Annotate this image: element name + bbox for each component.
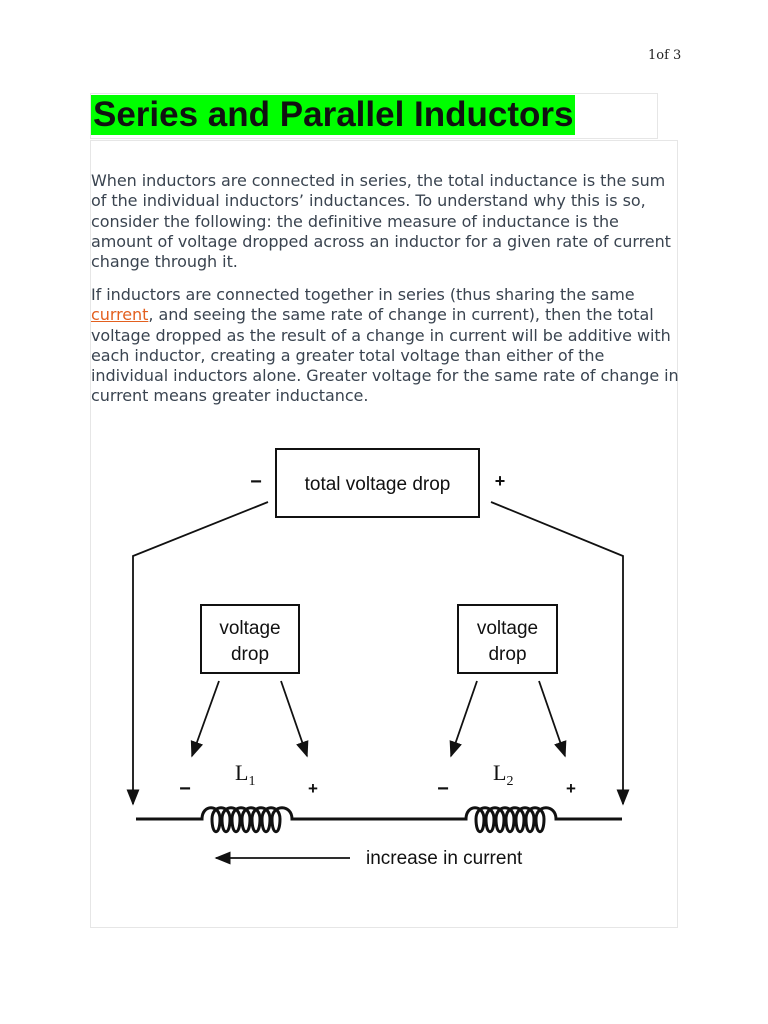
l2-plus-arrow: [539, 681, 565, 756]
l1-plus-sign: +: [308, 779, 318, 798]
l2-label: $L_2$: [493, 760, 514, 789]
total-plus-sign: +: [494, 471, 506, 491]
current-link[interactable]: current: [91, 305, 149, 325]
l1-drop-label-line2: drop: [230, 644, 270, 665]
l2-drop-label-line2: drop: [488, 644, 527, 665]
l2-minus-sign: −: [437, 778, 449, 800]
l2-drop-label-line1: voltage: [476, 618, 539, 639]
paragraph-text-before-link: If inductors are connected together in series (thus sharing the same: [91, 285, 635, 304]
series-circuit-wire: [136, 808, 622, 832]
l1-label: $L_1$: [235, 760, 256, 789]
paragraph-series-intro: When inductors are connected in series, the total inductance is the sum of the individual inductors’ inductances. To understand why this is so, consider the following: the definitive measure of inductance is the amount of voltage dropped across an inductor for a given rate of current change through it.: [91, 171, 671, 272]
l1-minus-arrow: [192, 681, 219, 756]
page-number: 1of 3: [648, 48, 682, 63]
total-voltage-drop-label: total voltage drop: [304, 474, 451, 495]
l2-plus-sign: +: [566, 779, 576, 798]
l1-plus-arrow: [281, 681, 307, 756]
increase-in-current-label: increase in current: [366, 848, 523, 869]
total-minus-sign: −: [250, 471, 262, 493]
paragraph-text-after-link: , and seeing the same rate of change in current), then the total voltage dropped as the result of a change in current will be additive with each inductor, creating a greater total voltage than either of the individual inductors alone. Greater voltage for the same rate of change in current means greater inductance.: [91, 305, 679, 406]
l1-minus-sign: −: [179, 778, 191, 800]
l2-minus-arrow: [451, 681, 477, 756]
l1-drop-label-line1: voltage: [219, 618, 281, 639]
page-title: Series and Parallel Inductors: [93, 95, 574, 134]
series-inductors-diagram: [110, 430, 650, 890]
paragraph-series-explanation: [91, 285, 683, 407]
